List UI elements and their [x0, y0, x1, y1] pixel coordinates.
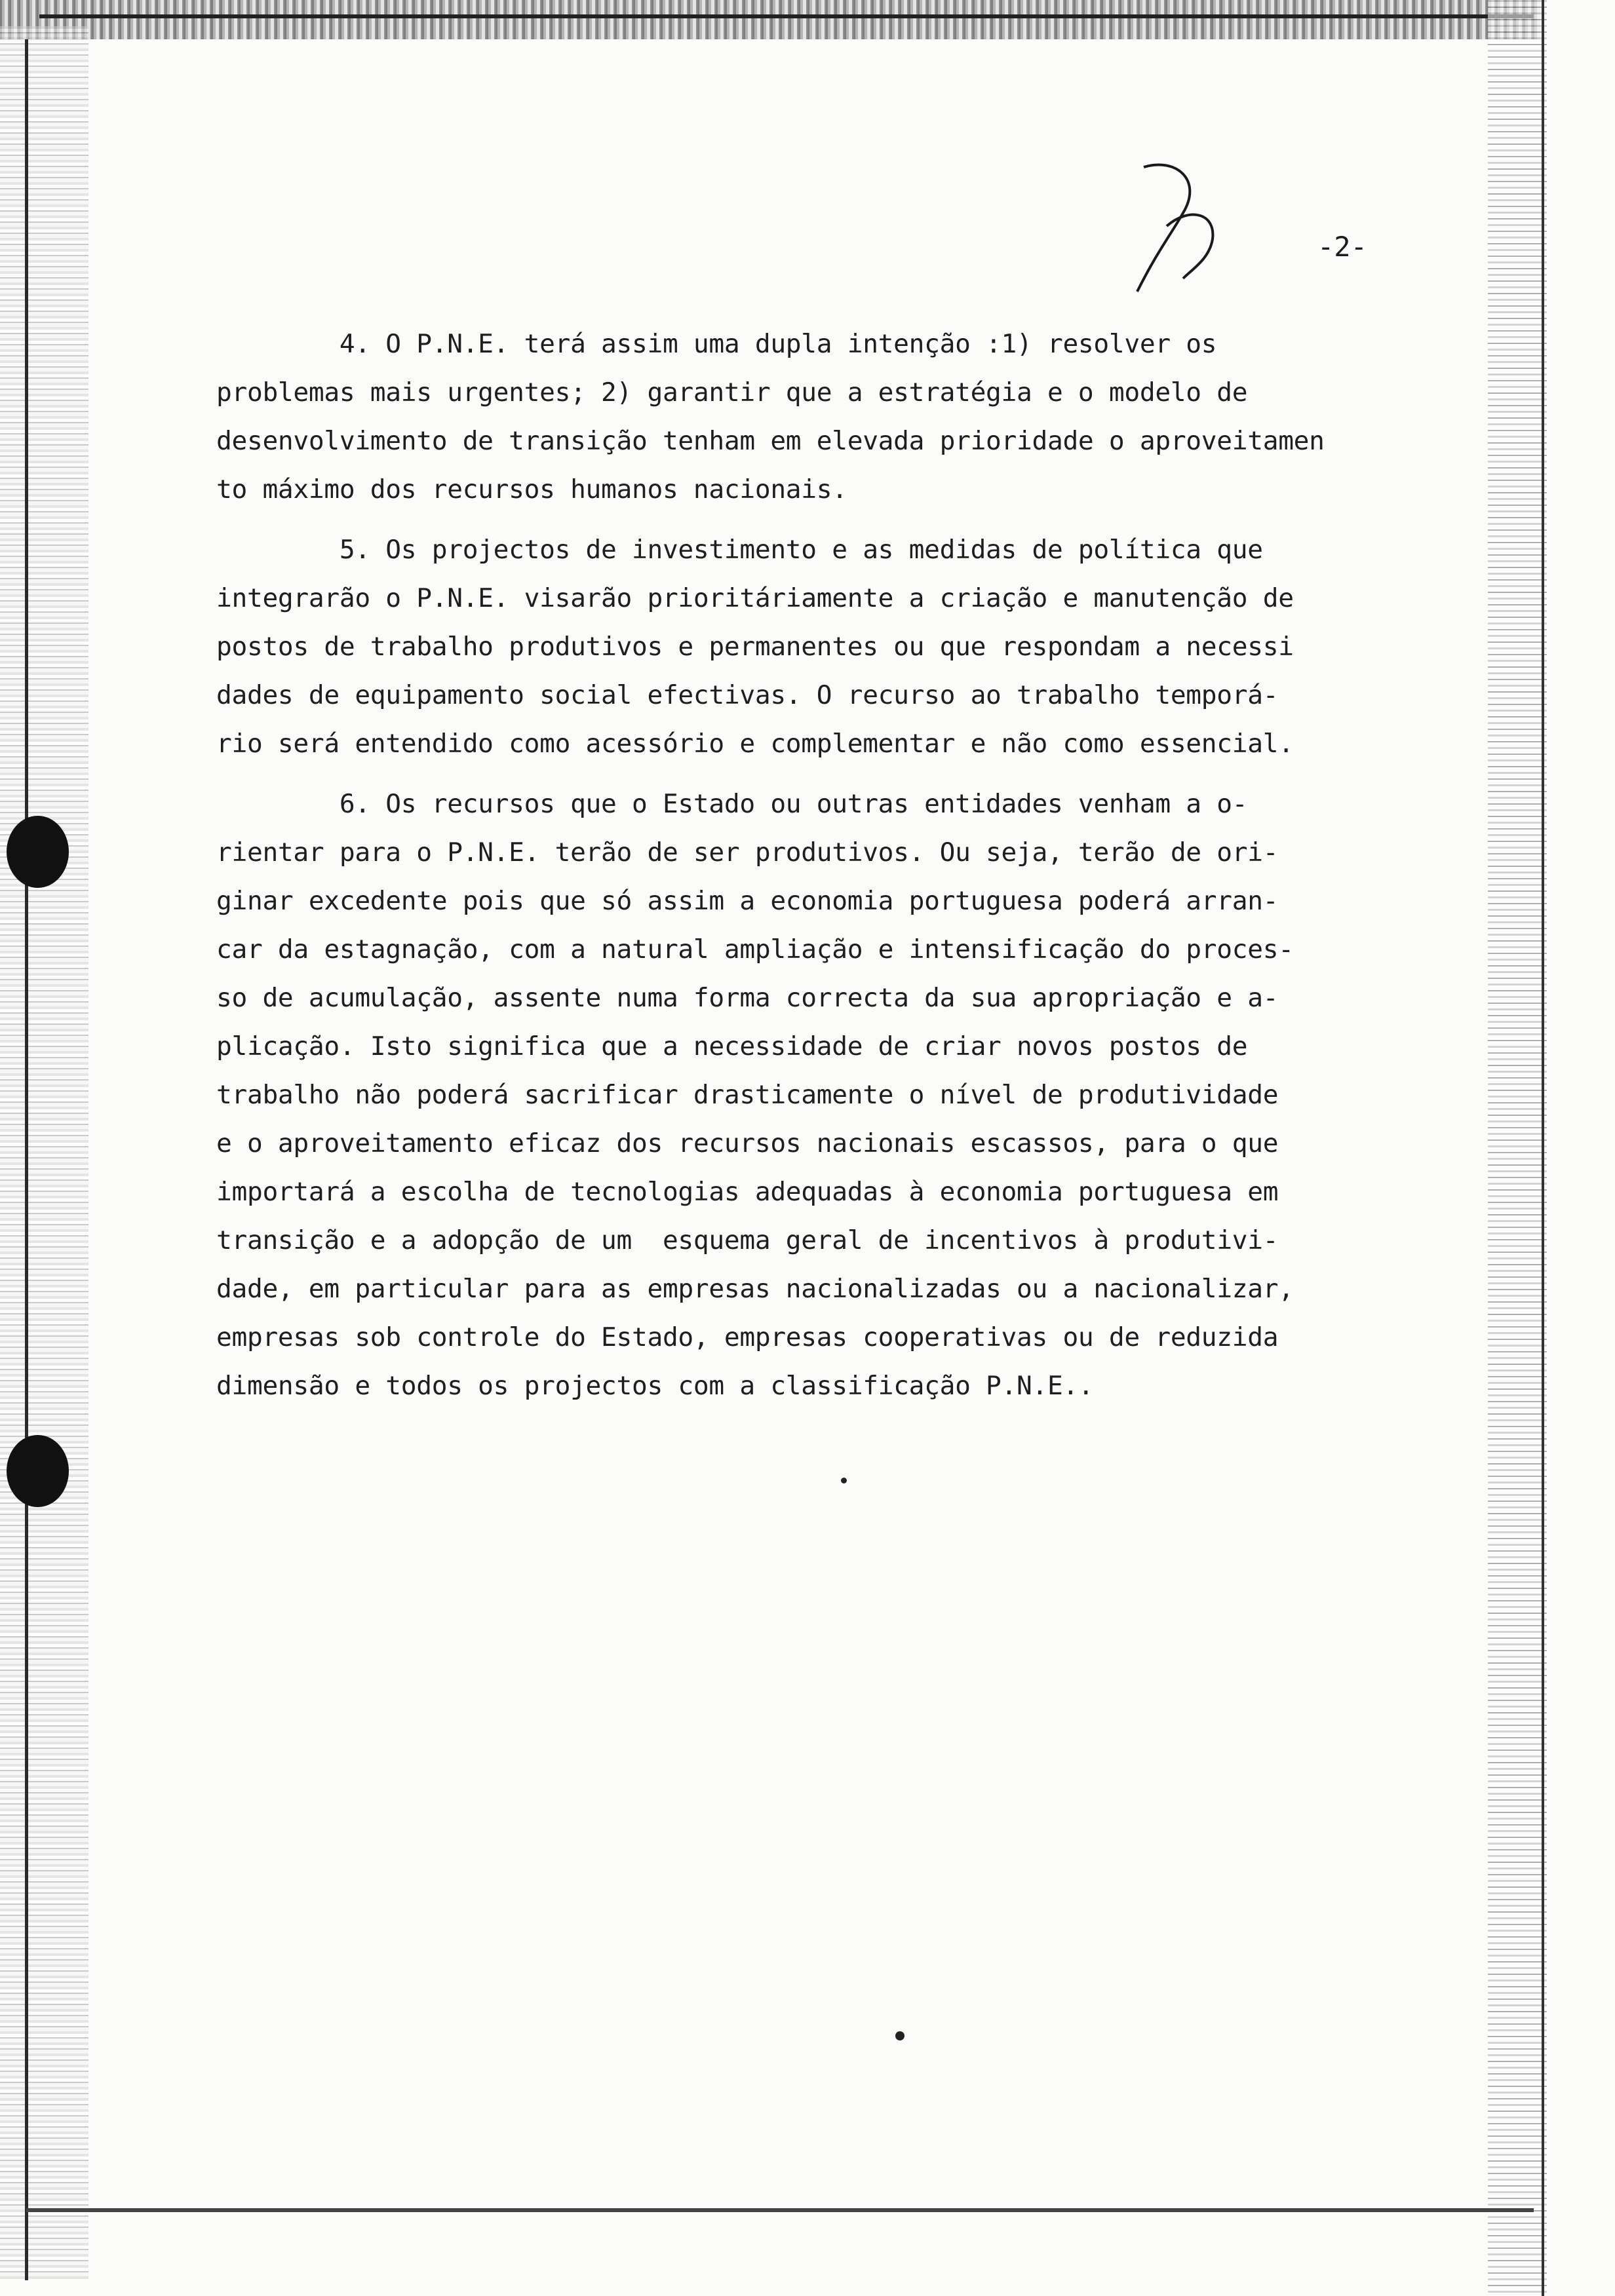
text-line: e o aproveitamento eficaz dos recursos nacionais escassos, para o que [216, 1128, 1279, 1158]
paragraph-6 [216, 780, 1429, 1410]
handwritten-initial-signature [1131, 154, 1229, 298]
text-line: importará a escolha de tecnologias adequadas à economia portuguesa em [216, 1177, 1279, 1207]
text-line: 5. Os projectos de investimento e as medidas de política que [216, 535, 1263, 565]
text-line: car da estagnação, com a natural ampliação e intensificação do proces- [216, 934, 1294, 965]
paragraph-5 [216, 526, 1429, 768]
text-line: empresas sob controle do Estado, empresas cooperativas ou de reduzida [216, 1322, 1279, 1352]
text-line: dades de equipamento social efectivas. O recurso ao trabalho temporá- [216, 680, 1279, 710]
scan-noise-left [0, 26, 88, 2280]
ink-speck [895, 2031, 905, 2040]
text-line: problemas mais urgentes; 2) garantir que a estratégia e o modelo de [216, 377, 1248, 408]
page-edge-left [25, 39, 28, 2280]
text-line: integrarão o P.N.E. visarão prioritáriamente a criação e manutenção de [216, 583, 1294, 613]
page-edge-bottom [26, 2208, 1534, 2212]
document-body [216, 320, 1429, 1422]
text-line: to máximo dos recursos humanos nacionais. [216, 474, 847, 505]
punch-hole-upper [7, 816, 69, 888]
text-line: plicação. Isto significa que a necessidade de criar novos postos de [216, 1031, 1248, 1062]
text-line: rientar para o P.N.E. terão de ser produtivos. Ou seja, terão de ori- [216, 837, 1279, 868]
punch-hole-lower [7, 1435, 69, 1507]
paragraph-4 [216, 320, 1429, 514]
text-line: trabalho não poderá sacrificar drasticamente o nível de produtividade [216, 1080, 1279, 1110]
scan-noise-right [1488, 0, 1547, 2296]
page-number: -2- [1317, 231, 1367, 263]
scan-noise-top [0, 0, 1540, 39]
text-line: postos de trabalho produtivos e permanentes ou que respondam a necessi [216, 632, 1294, 662]
text-line: dimensão e todos os projectos com a classificação P.N.E.. [216, 1371, 1094, 1401]
ink-speck [841, 1478, 847, 1483]
text-line: transição e a adopção de um esquema geral de incentivos à produtivi- [216, 1225, 1279, 1255]
text-line: dade, em particular para as empresas nacionalizadas ou a nacionalizar, [216, 1274, 1294, 1304]
text-line: desenvolvimento de transição tenham em elevada prioridade o aproveitamen [216, 426, 1325, 456]
text-line: 4. O P.N.E. terá assim uma dupla intenção :1) resolver os [216, 329, 1217, 359]
text-line: so de acumulação, assente numa forma correcta da sua apropriação e a- [216, 983, 1279, 1013]
page-edge-top [39, 14, 1534, 18]
text-line: rio será entendido como acessório e complementar e não como essencial. [216, 729, 1294, 759]
text-line: 6. Os recursos que o Estado ou outras entidades venham a o- [216, 789, 1248, 819]
page-edge-right [1542, 0, 1544, 2296]
text-line: ginar excedente pois que só assim a economia portuguesa poderá arran- [216, 886, 1279, 916]
